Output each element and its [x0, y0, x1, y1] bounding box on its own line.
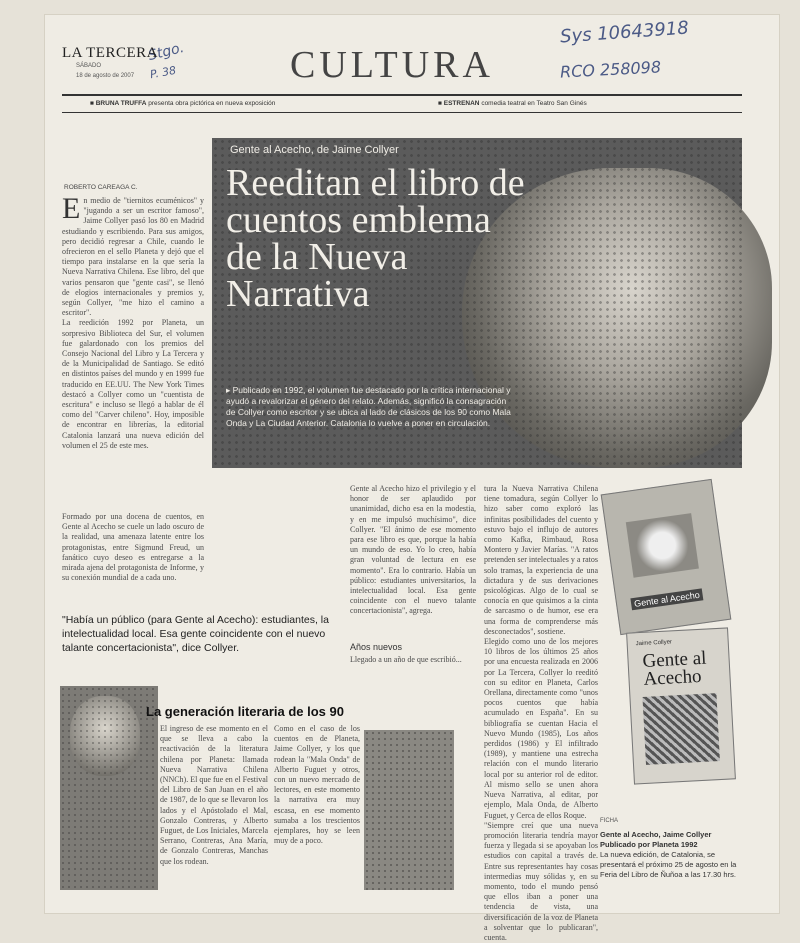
sidebar-title: La generación literaria de los 90 — [146, 704, 344, 719]
paragraph: El ingreso de ese momento en el que se lleva a cabo la reactivación de la literatura chilena por Planeta: llamada Nueva Narrativa Chilena (NNCh). El que fue en el Festival del Libro de San Juan en el año de 1987, de lo que se llevaron los lados y el Apóstolado el Mal, Gonzalo Contreras, y Alberto Fuguet, de Los Iniciales, Marcela Serrano, Contreras, Ana María, de Gonzalo Contreras, Manchas que los rodean. — [160, 724, 268, 866]
paragraph: "Siempre creí que una nueva promoción literaria tendría mayor fuerza y llegada si se apoyaban los estudios con capital a través de. Entre sus representantes hay cosas intermedias muy sólidas y, en su momento, todo el mundo pensó que ellos iban a poner una tendencia de vista, una diversificación de la voz de Planeta a solventar que lo publicaran", cuenta. — [484, 820, 598, 942]
caption-publisher: Publicado por Planeta 1992 — [600, 840, 698, 849]
book-cover-new-edition — [601, 479, 732, 635]
caption-title: Gente al Acecho, Jaime Collyer — [600, 830, 712, 839]
drop-cap: E — [62, 192, 81, 225]
article-headline: Reeditan el libro de cuentos emblema de la Nueva Narrativa — [226, 162, 525, 315]
sidebar-column-2 — [274, 724, 360, 890]
author-photo-small — [60, 686, 158, 890]
article-kicker: Gente al Acecho, de Jaime Collyer — [230, 144, 399, 156]
ficha-label: FICHA — [600, 818, 618, 824]
section-subhead: Años nuevos — [350, 642, 403, 652]
bullet-icon: ■ — [90, 100, 96, 107]
book-caption — [600, 830, 750, 880]
book-cover-original-edition — [626, 627, 736, 784]
handwritten-registry-number: RCO 258098 — [559, 57, 662, 82]
body-column-2-continued — [350, 655, 476, 677]
handwritten-city-note: Stgo. — [146, 39, 186, 65]
body-column-3 — [484, 484, 598, 942]
ticker-left-text: presenta obra pictórica en nueva exposición — [148, 100, 276, 107]
ticker-left-bold: BRUNA TRUFFA — [95, 100, 147, 107]
paragraph: Llegado a un año de que escribió... — [350, 655, 462, 664]
halftone-overlay — [60, 686, 158, 890]
body-column-1 — [62, 192, 204, 498]
ticker-right — [438, 100, 587, 107]
body-column-2 — [350, 484, 476, 634]
paragraph: La reedición 1992 por Planeta, un sorpresivo Biblioteca del Sur, el volumen fue galardonado con los premios del Consejo Nacional del Libro y La Tercera y de la Municipalidad de Santiago. Se editó en distintos países del mundo y en 1999 fue traducido en EE.UU. The New York Times destacó a Collyer como un "cuentista de escritura" e incluso se llegó a hablar de él como del "Carver chileno". Hoy, imposible de encontrar en librerías, la editorial Catalonia lanzará una nueva edición del volumen el 25 de este mes. — [62, 318, 204, 450]
sidebar-photo — [364, 730, 454, 890]
ticker-right-bold: ESTRENAN — [443, 100, 480, 107]
newspaper-name: LA TERCERA — [62, 45, 158, 61]
book-cover-illustration — [626, 513, 699, 578]
section-title: CULTURA — [290, 44, 494, 86]
paragraph: Formado por una docena de cuentos, en Gente al Acecho se cuele un lado oscuro de la realidad, una amenaza latente entre los protagonistas, entre Sigmund Freud, un fanático cuyo deseo es entregarse a la mirada ajena del protagonista de Informe, y su conexión mundial de a cada uno. — [62, 512, 204, 583]
book-cover-artwork — [642, 693, 719, 765]
paragraph: Como en el caso de los cuentos en de Planeta, Jaime Collyer, y los que rodean la "Mala Onda" de Alberto Fuguet y otros, con un nuevo mercado de lectores, en este momento la narrativa era muy escasa, en ese momento sumaba a los trescientos ejemplares, hoy se leen muy de a poco. — [274, 724, 360, 846]
article-byline: ROBERTO CAREAGA C. — [64, 184, 138, 191]
paragraph: n medio de "tiernitos ecuménicos" y "jugando a ser un escritor famoso", Jaime Collyer pasó los 80 en Madrid estudiando y escribiendo. Para sus amigos, pero decidió regresar a Chile, cuando le ofrecieron en el sello Planeta y dejó que el tiempo para instalarse en la que sería la Nueva Narrativa Chilena. Ese libro, del que varios pensaron que "gente casi", se llenó de elogios internacionales y premios y, según Collyer, "me hizo el camino a escritor". — [62, 196, 204, 318]
article-deck: ▸ Publicado en 1992, el volumen fue destacado por la crítica internacional y ayudó a revalorizar el género del relato. Además, significó la consagración de Collyer como escritor y se ubica al lado de clásicos de los 90 como Mala Onda y La Ciudad Anterior. Catalonia lo vuelve a poner en circulación. — [226, 385, 511, 428]
ticker-rule — [62, 112, 742, 113]
paragraph: tura la Nueva Narrativa Chilena tiene tomadura, según Collyer lo hizo saber como exploró las infinitas posibilidades del cuento y estuvo bajo el influjo de autores como Kafka, Rimbaud, Rosa Montero y Javier Marías. "A ratos pretenden ser intelectuales y a ratos solo tramas, la experiencia de una dictadura y de sus derivaciones psicológicas. Algo de lo cual se conocía en que quisimos a la cinta de sarcasmo o de humor, ese era una forma de comprenderse más desconectados", sostiene. — [484, 484, 598, 636]
book-cover-title: Gente al Acecho — [630, 588, 703, 610]
handwritten-page-marker: P. 38 — [149, 63, 178, 82]
bullet-icon: ■ — [438, 100, 444, 107]
handwritten-system-number: Sys 10643918 — [559, 17, 690, 48]
halftone-overlay — [364, 730, 454, 890]
paragraph: Gente al Acecho hizo el privilegio y el honor de ser aplaudido por unanimidad, dicho esa en la modestia, y en me impulsó muchísimo", dice Collyer. "El ánimo de ese momento para ese libro es que, porque la había un mundo de eso. Yo lo creo, había gran voluntad de lectura en ese momento". Era lo contrario. Había un público: estudiantes universitarios, la intelectualidad local. Esa gente coincidente con el nuevo talante concertacionista", agrega. — [350, 484, 476, 616]
body-column-1-continued — [62, 512, 204, 604]
caption-text: La nueva edición, de Catalonia, se presentará el próximo 25 de agosto en la Feria del Libro de Ñuñoa a las 17.30 hrs. — [600, 850, 737, 879]
masthead-rule — [62, 94, 742, 96]
pull-quote: "Había un público (para Gente al Acecho): estudiantes, la intelectualidad local. Esa gente coincidente con el nuevo talante concertacionista", dice Collyer. — [62, 614, 329, 654]
masthead-date: 18 de agosto de 2007 — [76, 73, 135, 79]
ticker-right-text: comedia teatral en Teatro San Ginés — [481, 100, 587, 107]
masthead-day: SÁBADO — [76, 63, 102, 69]
book-cover-title: Gente al Acecho — [642, 647, 707, 690]
book-cover-author: Jaime Collyer — [635, 639, 673, 648]
sidebar-column-1 — [160, 724, 268, 890]
ticker-left — [90, 100, 275, 107]
paragraph: Elegido como uno de los mejores 10 libros de los últimos 25 años por una encuesta realizada en 2006 por La Tercera, Collyer lo reeditó con su editor en Planeta, Carlos Orellana, directamente como "unos pocos cuentos que había acumulado en España". En su bibliografía se cuentan Hacia el Nuevo Mundo (1985), Los años perdidos (1986) y El infiltrado (1989), y mantiene una estrecha relación con el mundo literario local por su anterior rol de editor. Al mismo sello se unen ahora Nueva Narrativa, al editar, por ejemplo, Mala Onda, de Alberto Fuguet, y Cerca de ellos Roque. — [484, 637, 598, 820]
